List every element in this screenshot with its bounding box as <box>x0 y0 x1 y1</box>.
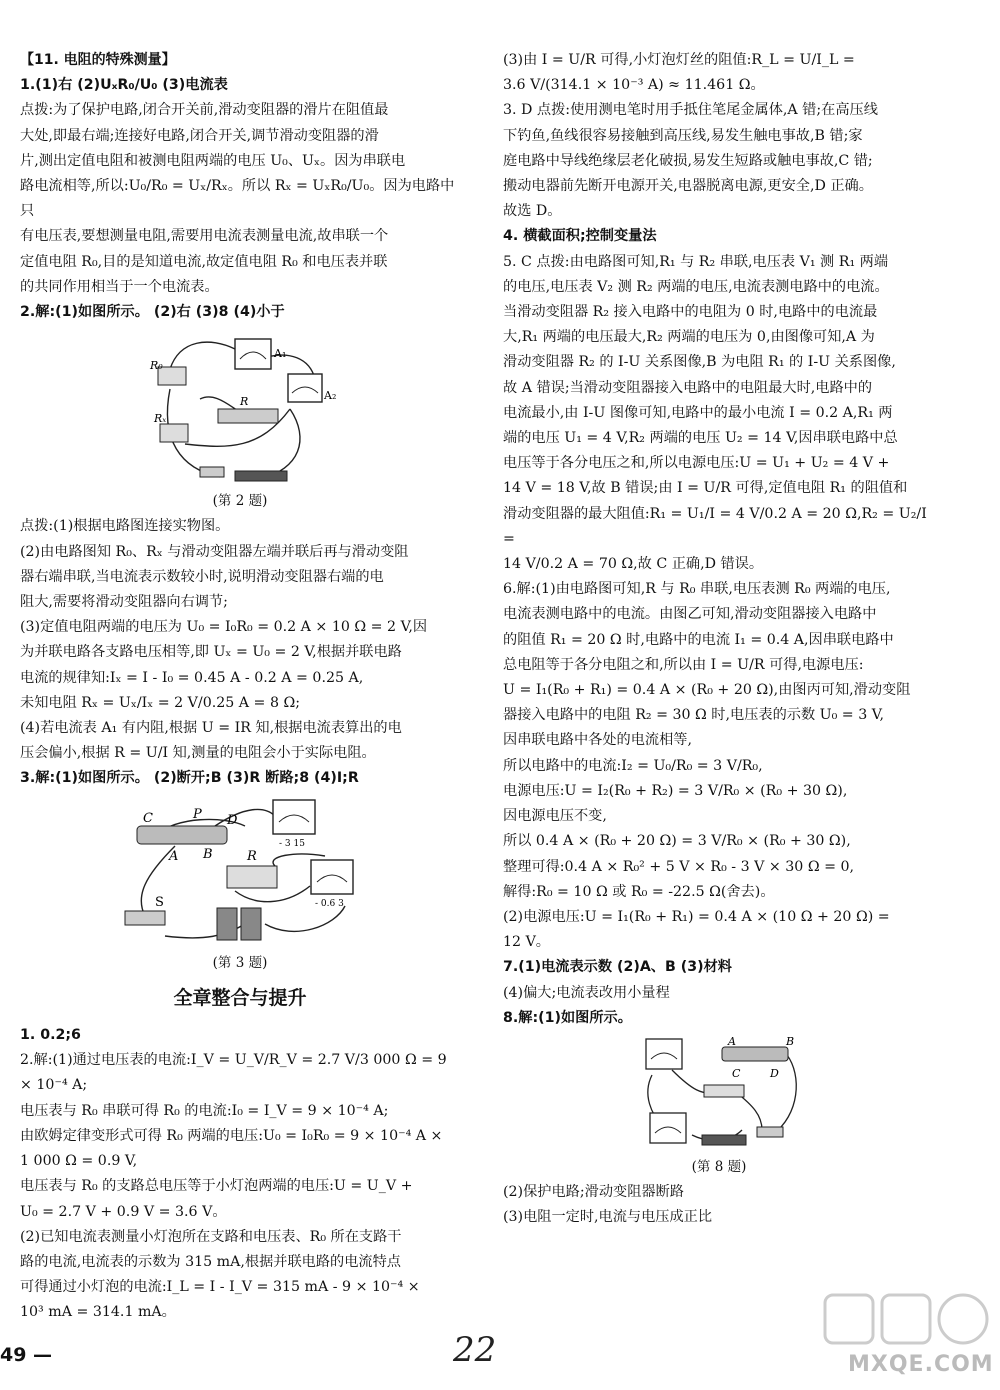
left-column <box>20 48 460 1326</box>
q1-line: 点拨:为了保护电路,闭合开关前,滑动变阻器的滑片在阻值最 <box>20 102 389 119</box>
right-line: (4)偏大;电流表改用小量程 <box>503 984 670 1001</box>
right-line: 12 V。 <box>503 934 550 951</box>
resistor-r-icon <box>227 866 277 888</box>
right-tail-line: (3)电阻一定时,电流与电压成正比 <box>503 1209 713 1226</box>
page-number: 49 — <box>0 1344 53 1366</box>
right-line: 总电阻等于各分电阻之和,所以由 I = U/R 可得,电源电压: <box>503 656 864 673</box>
resistor-icon <box>704 1085 744 1097</box>
right-column <box>503 48 935 1231</box>
ammeter-icon <box>650 1113 686 1143</box>
right-line: 3.6 V/(314.1 × 10⁻³ A) ≈ 11.461 Ω。 <box>503 77 765 94</box>
q1-line: 1.(1)右 (2)UₓR₀/U₀ (3)电流表 <box>20 77 228 94</box>
ch-line: 路的电流,电流表的示数为 315 mA,根据并联电路的电流特点 <box>20 1253 401 1270</box>
right-line: 下钓鱼,鱼线很容易接触到高压线,易发生触电事故,B 错;家 <box>503 127 863 144</box>
right-line: 所以 0.4 A × (R₀ + 20 Ω) = 3 V/R₀ × (R₀ + 30 Ω), <box>503 833 851 850</box>
figure-caption: (第 8 题) <box>691 1158 747 1175</box>
fig3-label: R <box>247 848 257 864</box>
right-line: 故选 D。 <box>503 203 562 220</box>
right-line: 所以电路中的电流:I₂ = U₀/R₀ = 3 V/R₀, <box>503 757 763 774</box>
q2-line: (4)若电流表 A₁ 有内阻,根据 U = IR 知,根据电流表算出的电 <box>20 720 402 737</box>
section-title: 【11. 电阻的特殊测量】 <box>20 52 176 68</box>
chapter-title: 全章整合与提升 <box>173 986 307 1009</box>
rheostat-icon <box>137 826 227 844</box>
q2-line: 阻大,需要将滑动变阻器向右调节; <box>20 594 228 611</box>
right-line: 电流表测电路中的电流。由图乙可知,滑动变阻器接入电路中 <box>503 606 877 623</box>
fig2-label: Rₓ <box>154 412 167 426</box>
right-line: 因电源电压不变, <box>503 808 607 825</box>
right-line: 端的电压 U₁ = 4 V,R₂ 两端的电压 U₂ = 14 V,因串联电路中总 <box>503 430 898 447</box>
switch-icon <box>757 1127 783 1137</box>
rheostat-icon <box>722 1047 788 1061</box>
q1-line: 有电压表,要想测量电阻,需要用电流表测量电流,故串联一个 <box>20 228 389 245</box>
battery-icon <box>702 1135 746 1145</box>
fig2-label: R <box>240 395 249 409</box>
fig3-label: C <box>143 810 153 826</box>
ch-line: 电压表与 R₀ 串联可得 R₀ 的电流:I₀ = I_V = 9 × 10⁻⁴ A; <box>20 1102 389 1119</box>
right-line: 的电压,电压表 V₂ 测 R₂ 两端的电压,电流表测电路中的电流。 <box>503 278 889 295</box>
right-line: 庭电路中导线绝缘层老化破损,易发生短路或触电事故,C 错; <box>503 152 873 169</box>
right-line: 因串联电路中各处的电流相等, <box>503 732 692 749</box>
voltmeter-icon <box>646 1039 682 1069</box>
ch-line: 可得通过小灯泡的电流:I_L = I - I_V = 315 mA - 9 × 10⁻⁴ × <box>20 1279 420 1296</box>
resistor-rx-icon <box>160 424 188 442</box>
q2-line: 压会偏小,根据 R = U/I 知,测量的电阻会小于实际电阻。 <box>20 745 376 762</box>
right-line: 解得:R₀ = 10 Ω 或 R₀ = -22.5 Ω(舍去)。 <box>503 883 775 900</box>
ch-line: 2.解:(1)通过电压表的电流:I_V = U_V/R_V = 2.7 V/3 000 Ω = 9 × 10⁻⁴ A; <box>20 1052 447 1094</box>
right-line: 14 V = 18 V,故 B 错误;由 I = U/R 可得,定值电阻 R₁ 的阻值和 <box>503 480 908 497</box>
q2-line: 电流的规律知:Iₓ = I - I₀ = 0.45 A - 0.2 A = 0.25 A, <box>20 669 364 686</box>
right-tail-line: (2)保护电路;滑动变阻器断路 <box>503 1184 684 1201</box>
voltmeter-icon <box>273 800 315 834</box>
q2-line: 未知电阻 Rₓ = Uₓ/Iₓ = 2 V/0.25 A = 8 Ω; <box>20 694 301 711</box>
q1-line: 的共同作用相当于一个电流表。 <box>20 278 219 295</box>
ch-line: U₀ = 2.7 V + 0.9 V = 3.6 V。 <box>20 1203 227 1220</box>
right-line: 当滑动变阻器 R₂ 接入电路中的电阻为 0 时,电路中的电流最 <box>503 304 878 321</box>
right-line: 6.解:(1)由电路图可知,R 与 R₀ 串联,电压表测 R₀ 两端的电压, <box>503 581 891 598</box>
circuit-figure-q8 <box>632 1035 807 1155</box>
right-line: 8.解:(1)如图所示。 <box>503 1009 632 1026</box>
battery-icon <box>241 908 261 940</box>
handwritten-note: 22 <box>453 1330 497 1370</box>
fig8-label: D <box>769 1066 779 1080</box>
right-line: 器接入电路中的电阻 R₂ = 30 Ω 时,电压表的示数 U₀ = 3 V, <box>503 707 885 724</box>
q2-line: 器右端串联,当电流表示数较小时,说明滑动变阻器右端的电 <box>20 568 384 585</box>
q1-line: 片,测出定值电阻和被测电阻两端的电压 U₀、Uₓ。因为串联电 <box>20 152 406 169</box>
right-line: 电压等于各分电压之和,所以电源电压:U = U₁ + U₂ = 4 V + <box>503 455 890 472</box>
right-line: 3. D 点拨:使用测电笔时用手抵住笔尾金属体,A 错;在高压线 <box>503 102 878 119</box>
right-line: 4. 横截面积;控制变量法 <box>503 228 657 245</box>
right-line: 滑动变阻器的最大阻值:R₁ = U₁/I = 4 V/0.2 A = 20 Ω,R₂ = U₂/I = <box>503 505 927 547</box>
ch-line: 1. 0.2;6 <box>20 1027 81 1044</box>
ammeter-icon <box>311 860 353 894</box>
ch-line: 1 000 Ω = 0.9 V, <box>20 1153 138 1170</box>
fig3-label: P <box>193 806 202 822</box>
right-line: 14 V/0.2 A = 70 Ω,故 C 正确,D 错误。 <box>503 556 764 573</box>
fig2-label: R₀ <box>150 359 163 373</box>
fig8-label: A <box>727 1034 736 1048</box>
right-line: 5. C 点拨:由电路图可知,R₁ 与 R₂ 串联,电压表 V₁ 测 R₁ 两端 <box>503 253 889 270</box>
right-line: 搬动电器前先断开电源开关,电器脱离电源,更安全,D 正确。 <box>503 178 873 195</box>
q2-line: (3)定值电阻两端的电压为 U₀ = I₀R₀ = 0.2 A × 10 Ω = 2 V,因 <box>20 619 428 636</box>
q1-line: 路电流相等,所以:U₀/R₀ = Uₓ/Rₓ。所以 Rₓ = UₓR₀/U₀。因为电路中只 <box>20 178 455 220</box>
ammeter-a2-icon <box>288 374 322 402</box>
right-line: (2)电源电压:U = I₁(R₀ + R₁) = 0.4 A × (10 Ω + 20 Ω) = <box>503 908 890 925</box>
fig3-label: B <box>203 846 213 862</box>
ch-line: 电压表与 R₀ 的支路总电压等于小灯泡两端的电压:U = U_V + <box>20 1178 413 1195</box>
q1-line: 定值电阻 R₀,目的是知道电流,故定值电阻 R₀ 和电压表并联 <box>20 253 388 270</box>
circuit-figure-q3 <box>115 796 365 951</box>
battery-icon <box>217 908 237 940</box>
fig2-label: A₁ <box>274 347 287 361</box>
right-line: 电流最小,由 I-U 图像可知,电路中的最小电流 I = 0.2 A,R₁ 两 <box>503 404 893 421</box>
q3-heading: 3.解:(1)如图所示。 (2)断开;B (3)R 断路;8 (4)I;R <box>20 770 359 787</box>
fig3-label: - 3 15 <box>279 838 305 849</box>
battery-icon <box>235 471 287 481</box>
right-line: 整理可得:0.4 A × R₀² + 5 V × R₀ - 3 V × 30 Ω = 0, <box>503 858 855 875</box>
fig2-label: A₂ <box>324 389 337 403</box>
ch-line: 由欧姆定律变形式可得 R₀ 两端的电压:U₀ = I₀R₀ = 9 × 10⁻⁴ A × <box>20 1127 443 1144</box>
right-line: 故 A 错误;当滑动变阻器接入电路中的电阻最大时,电路中的 <box>503 379 873 396</box>
circuit-figure-q2 <box>140 329 340 489</box>
watermark-text: MXQE.COM <box>848 1352 994 1377</box>
fig3-label: A <box>169 848 179 864</box>
right-line: 的阻值 R₁ = 20 Ω 时,电路中的电流 I₁ = 0.4 A,因串联电路中 <box>503 631 894 648</box>
q2-line: 为并联电路各支路电压相等,即 Uₓ = U₀ = 2 V,根据并联电路 <box>20 644 402 661</box>
switch-icon <box>200 467 224 477</box>
q2-heading: 2.解:(1)如图所示。 (2)右 (3)8 (4)小于 <box>20 304 285 321</box>
ch-line: 10³ mA = 314.1 mA。 <box>20 1304 176 1321</box>
figure-caption: (第 3 题) <box>212 954 268 971</box>
right-line: 大,R₁ 两端的电压最大,R₂ 两端的电压为 0,由图像可知,A 为 <box>503 329 875 346</box>
rheostat-r-icon <box>218 409 278 423</box>
right-line: U = I₁(R₀ + R₁) = 0.4 A × (R₀ + 20 Ω),由图丙可知,滑动变阻 <box>503 682 911 699</box>
fig8-label: C <box>731 1066 740 1080</box>
switch-icon <box>125 911 165 925</box>
right-line: 滑动变阻器 R₂ 的 I-U 关系图像,B 为电阻 R₁ 的 I-U 关系图像, <box>503 354 896 371</box>
right-line: 电源电压:U = I₂(R₀ + R₂) = 3 V/R₀ × (R₀ + 30 Ω), <box>503 782 848 799</box>
right-line: 7.(1)电流表示数 (2)A、B (3)材料 <box>503 959 732 976</box>
figure-caption: (第 2 题) <box>212 493 268 510</box>
q2-line: 点拨:(1)根据电路图连接实物图。 <box>20 518 230 535</box>
fig3-label: D <box>227 812 238 828</box>
fig3-label: S <box>155 894 164 910</box>
q1-line: 大处,即最右端;连接好电路,闭合开关,调节滑动变阻器的滑 <box>20 127 379 144</box>
ammeter-a1-icon <box>235 339 271 369</box>
ch-line: (2)已知电流表测量小灯泡所在支路和电压表、R₀ 所在支路干 <box>20 1228 402 1245</box>
fig3-label: - 0.6 3 <box>315 898 344 909</box>
q2-line: (2)由电路图知 R₀、Rₓ 与滑动变阻器左端并联后再与滑动变阻 <box>20 543 409 560</box>
fig8-label: B <box>785 1034 794 1048</box>
right-line: (3)由 I = U/R 可得,小灯泡灯丝的阻值:R_L = U/I_L = <box>503 52 855 68</box>
